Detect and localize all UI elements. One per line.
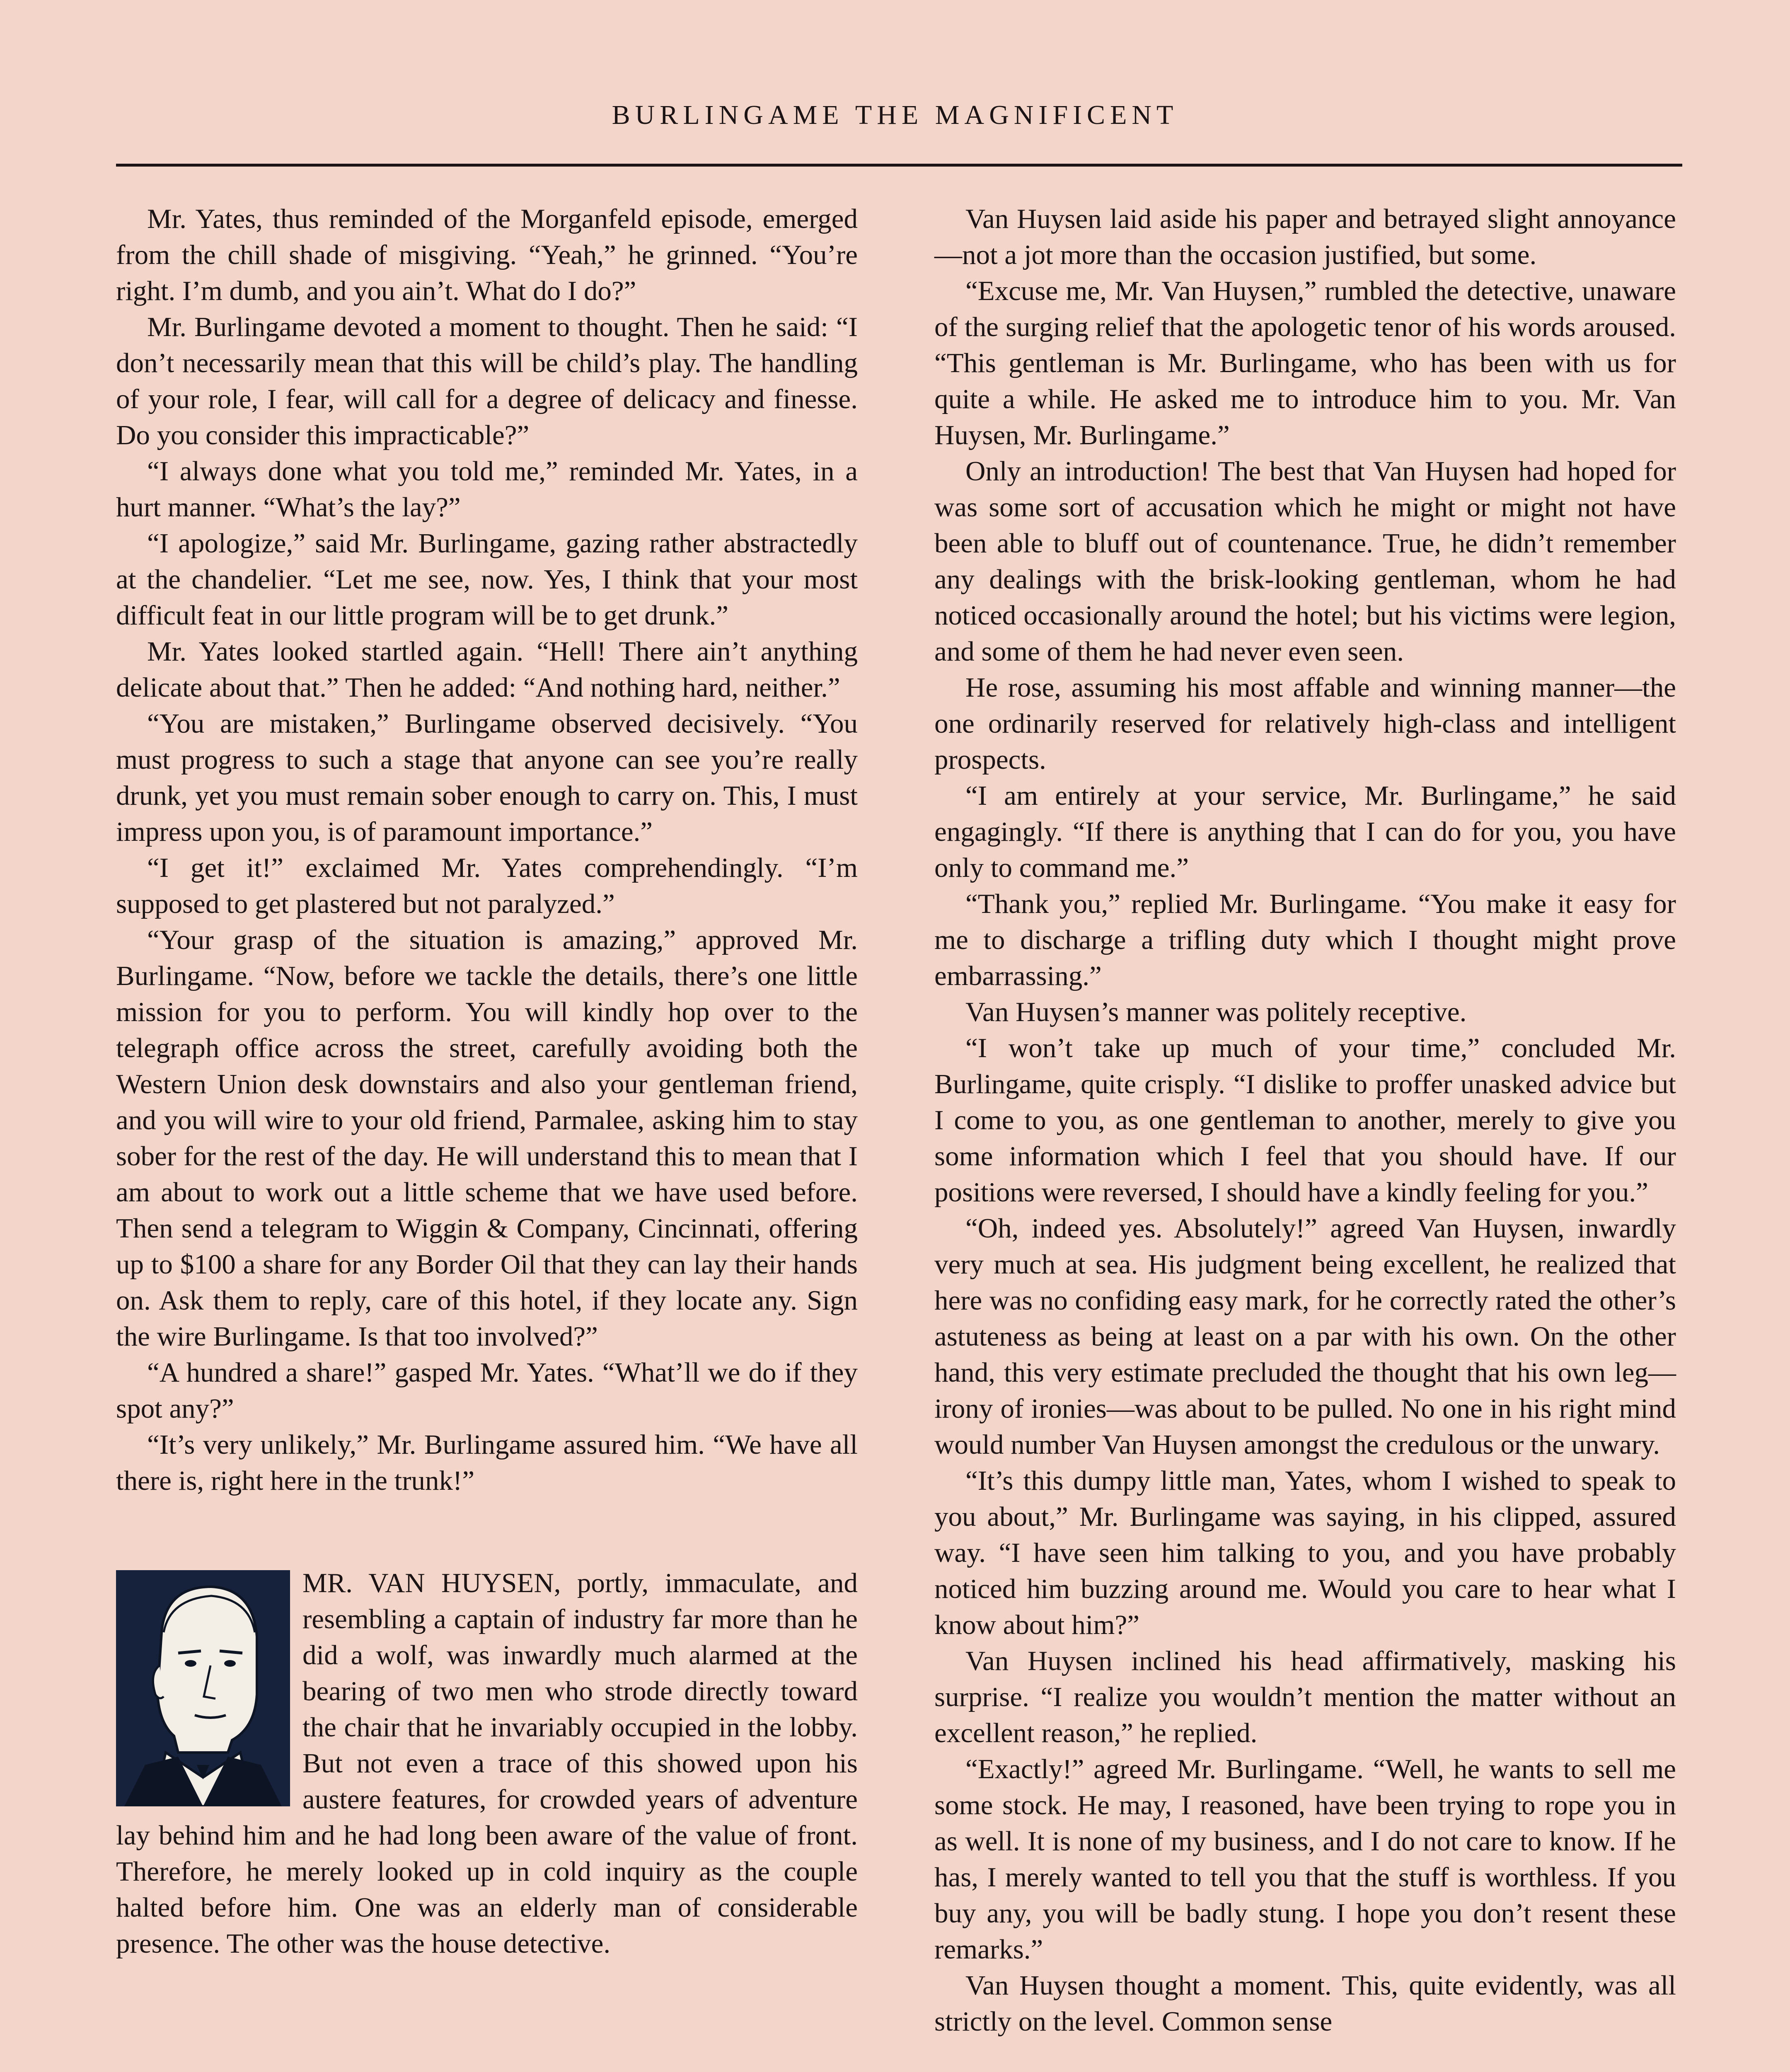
paragraph: Mr. Yates, thus reminded of the Morganfeld episode, emerged from the chill shade of misgiving. “Yeah,” he grinned. “You’re right. I’m dumb, and you ain’t. What do I do?” <box>116 203 858 306</box>
paragraph: “Exactly!” agreed Mr. Burlingame. “Well, he wants to sell me some stock. He may, I reasoned, have been trying to rope you in as well. It is none of my business, and I do not care to know. If he has, I merely wanted to tell you that the stuff is worthless. If you buy any, you will be badly stung. I hope you don’t resent these remarks.” <box>934 1754 1676 1965</box>
paragraph: Only an introduction! The best that Van Huysen had hoped for was some sort of accusation which he might or might not have been able to bluff out of countenance. True, he didn’t remember any dealings with the brisk-looking gentleman, whom he had noticed occasionally around the hotel; but his victims were legion, and some of them he had never even seen. <box>934 456 1676 667</box>
paragraph: Van Huysen laid aside his paper and betrayed slight annoyance—not a jot more than the occasion justified, but some. <box>934 203 1676 270</box>
paragraph: “A hundred a share!” gasped Mr. Yates. “What’ll we do if they spot any?” <box>116 1357 858 1424</box>
paragraph: Van Huysen thought a moment. This, quite evidently, was all strictly on the level. Common sense <box>934 1970 1676 2037</box>
header-rule <box>116 164 1682 167</box>
paragraph: He rose, assuming his most affable and winning manner—the one ordinarily reserved for relatively high-class and intelligent prospects. <box>934 672 1676 775</box>
paragraph: “Excuse me, Mr. Van Huysen,” rumbled the detective, unaware of the surging relief that the apologetic tenor of his words aroused. “This gentleman is Mr. Burlingame, who has been with us for quite a while. He asked me to introduce him to you. Mr. Van Huysen, Mr. Burlingame.” <box>934 276 1676 450</box>
paragraph: “It’s this dumpy little man, Yates, whom I wished to speak to you about,” Mr. Burlingame was saying, in his clipped, assured way. “I have seen him talking to you, and you have probably noticed him buzzing around me. Would you care to hear what I know about him?” <box>934 1465 1676 1640</box>
paragraph: “I always done what you told me,” reminded Mr. Yates, in a hurt manner. “What’s the lay?” <box>116 456 858 523</box>
paragraph: “Your grasp of the situation is amazing,” approved Mr. Burlingame. “Now, before we tackle the details, there’s one little mission for you to perform. You will kindly hop over to the telegraph office across the street, carefully avoiding both the Western Union desk downstairs and also your gentleman friend, and you will wire to your old friend, Parmalee, asking him to stay sober for the rest of the day. He will understand this to mean that I am about to work out a little scheme that we have used before. Then send a telegram to Wiggin & Company, Cincinnati, offering up to $100 a share for any Border Oil that they can lay their hands on. Ask them to reply, care of this hotel, if they locate any. Sign the wire Burlingame. Is that too involved?” <box>116 925 858 1352</box>
section-opening-text: MR. VAN HUYSEN, portly, immaculate, and resembling a captain of industry far more than he did a wolf, was inwardly much alarmed at the bearing of two men who strode directly toward the chair that he invariably occupied in the lobby. But not even a trace of this showed upon his austere features, for crowded years of adventure lay behind him and he had long been aware of the value of front. Therefore, he merely looked up in cold inquiry as the couple halted before him. One was an elderly man of considerable presence. The other was the house detective. <box>116 1568 858 1959</box>
left-column <box>116 201 858 1962</box>
paragraph: Van Huysen’s manner was politely receptive. <box>965 997 1467 1027</box>
section-opening-paragraph <box>116 1565 858 1962</box>
paragraph: “Thank you,” replied Mr. Burlingame. “You make it easy for me to discharge a trifling duty which I thought might prove embarrassing.” <box>934 888 1676 991</box>
paragraph: “Oh, indeed yes. Absolutely!” agreed Van Huysen, inwardly very much at sea. His judgment being excellent, he realized that here was no confiding easy mark, for he correctly rated the other’s astuteness as being at least on a par with his own. On the other hand, this very estimate precluded the thought that his own leg—irony of ironies—was about to be pulled. No one in his right mind would number Van Huysen amongst the credulous or the unwary. <box>934 1213 1676 1460</box>
paragraph: “I am entirely at your service, Mr. Burlingame,” he said engagingly. “If there is anything that I can do for you, you have only to command me.” <box>934 780 1676 883</box>
paragraph: “It’s very unlikely,” Mr. Burlingame assured him. “We have all there is, right here in the trunk!” <box>116 1429 858 1496</box>
paragraph: Mr. Burlingame devoted a moment to thought. Then he said: “I don’t necessarily mean that this will be child’s play. The handling of your role, I fear, will call for a degree of delicacy and finesse. Do you consider this impracticable?” <box>116 312 858 450</box>
paragraph: “I get it!” exclaimed Mr. Yates comprehendingly. “I’m supposed to get plastered but not paralyzed.” <box>116 852 858 919</box>
paragraph: “You are mistaken,” Burlingame observed decisively. “You must progress to such a stage that anyone can see you’re really drunk, yet you must remain sober enough to carry on. This, I must impress upon you, is of paramount importance.” <box>116 708 858 847</box>
paragraph: “I won’t take up much of your time,” concluded Mr. Burlingame, quite crisply. “I dislike to proffer unasked advice but I come to you, as one gentleman to another, merely to give you some information which I feel that you should have. If our positions were reversed, I should have a kindly feeling for you.” <box>934 1033 1676 1208</box>
paragraph: Van Huysen inclined his head affirmatively, masking his surprise. “I realize you wouldn’t mention the matter without an excellent reason,” he replied. <box>934 1646 1676 1748</box>
portrait-illustration-icon <box>116 1570 290 1806</box>
running-title: BURLINGAME THE MAGNIFICENT <box>612 100 1178 130</box>
paragraph: Mr. Yates looked startled again. “Hell! There ain’t anything delicate about that.” Then he added: “And nothing hard, neither.” <box>116 636 858 703</box>
right-column <box>934 201 1676 2040</box>
paragraph: “I apologize,” said Mr. Burlingame, gazing rather abstractedly at the chandelier. “Let me see, now. Yes, I think that your most difficult feat in our little program will be to get drunk.” <box>116 528 858 631</box>
